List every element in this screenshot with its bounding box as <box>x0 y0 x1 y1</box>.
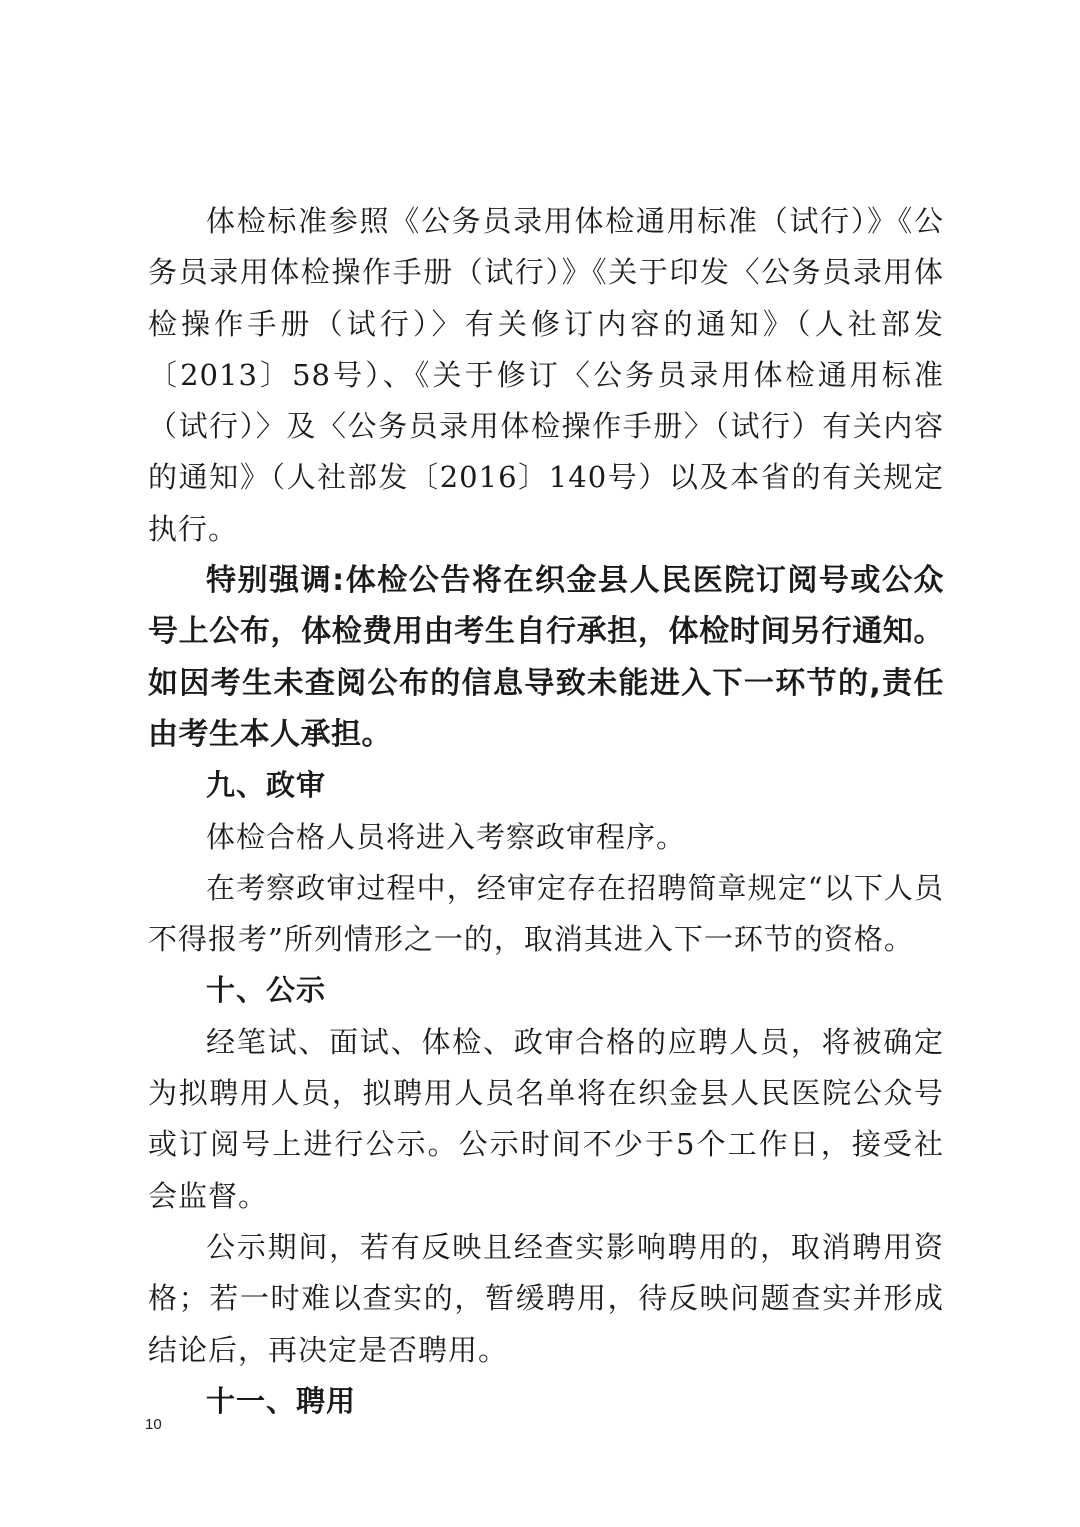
paragraph-review-procedure: 体检合格人员将进入考察政审程序。 <box>206 819 687 854</box>
section-heading-political-review: 九、政审 <box>206 768 327 803</box>
section-heading-employment: 十一、聘用 <box>206 1383 357 1418</box>
paragraph-notice-candidates: 经笔试、面试、体检、政审合格的应聘人员，将被确定为拟聘用人员，拟聘用人员名单将在织金县人民医院公众号或订阅号上进行公示。公示时间不少于5个工作日，接受社会监督。 <box>148 1024 944 1213</box>
paragraph-physical-exam-standard: 体检标准参照《公务员录用体检通用标准（试行）》《公务员录用体检操作手册（试行）》《关于印发〈公务员录用体检操作手册（试行）〉有关修订内容的通知》（人社部发〔2013〕58号）、《关于修订〈公务员录用体检通用标准（试行）〉及〈公务员录用体检操作手册〉（试行）有关内容的通知》（人社部发〔2016〕140号）以及本省的有关规定执行。 <box>148 204 944 546</box>
document-body <box>148 196 944 1427</box>
paragraph-review-disqualification: 在考察政审过程中，经审定存在招聘简章规定“以下人员不得报考”所列情形之一的，取消其进入下一环节的资格。 <box>148 870 944 957</box>
section-heading-public-notice: 十、公示 <box>206 973 327 1008</box>
paragraph-notice-period: 公示期间，若有反映且经查实影响聘用的，取消聘用资格；若一时难以查实的，暂缓聘用，待反映问题查实并形成结论后，再决定是否聘用。 <box>148 1229 944 1367</box>
page-number: 10 <box>145 1416 162 1433</box>
paragraph-special-emphasis: 特别强调:体检公告将在织金县人民医院订阅号或公众号上公布，体检费用由考生自行承担，体检时间另行通知。如因考生未查阅公布的信息导致未能进入下一环节的,责任由考生本人承担。 <box>148 563 944 752</box>
